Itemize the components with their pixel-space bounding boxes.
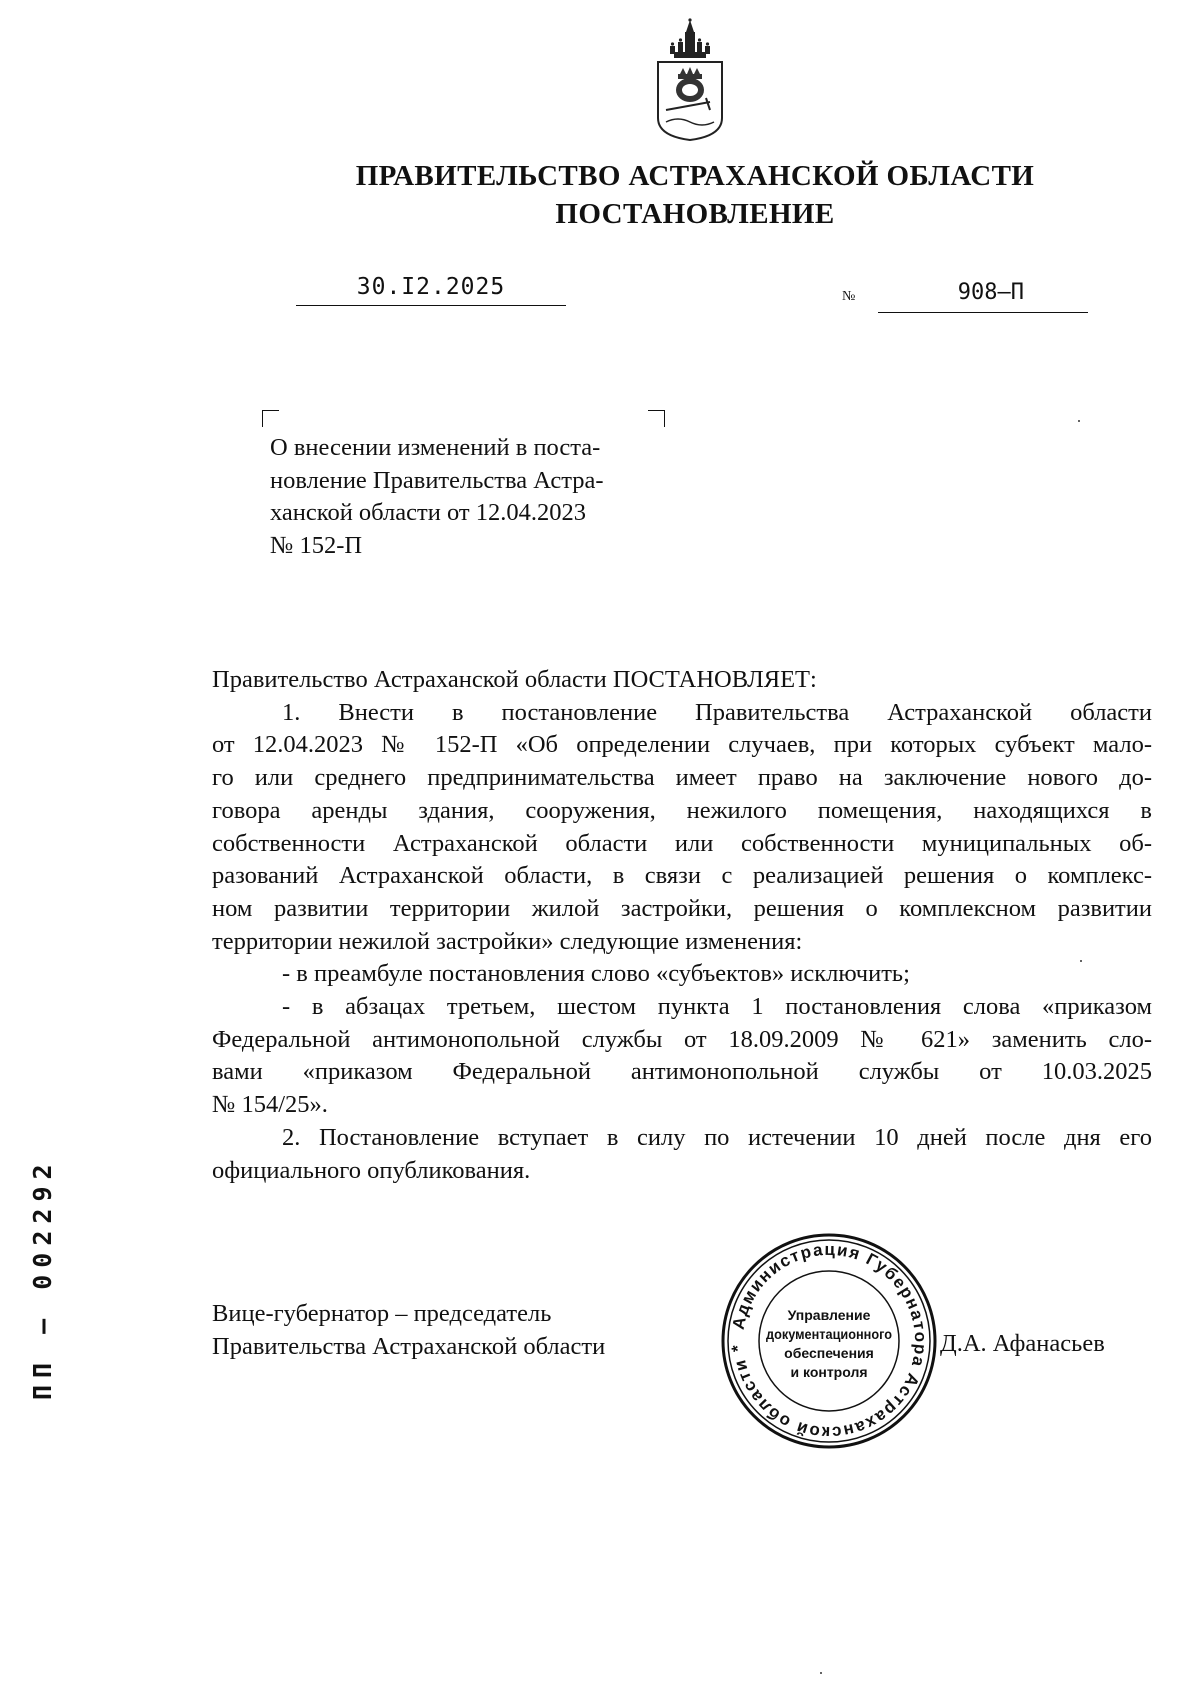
signatory-position-line2: Правительства Астраханской области: [212, 1333, 606, 1360]
stamp-center-line1: Управление: [787, 1307, 871, 1323]
body-line: от 12.04.2023 № 152-П «Об определении случаев, при которых субъект мало-: [212, 731, 1152, 759]
document-date: 30.I2.2025: [356, 274, 506, 300]
body-line: Федеральной антимонопольной службы от 18.09.2009 № 621» заменить сло-: [212, 1025, 1152, 1053]
stamp-center-line2: документационного: [766, 1326, 892, 1342]
body-line: го или среднего предпринимательства имеет право на заключение нового до-: [212, 764, 1152, 792]
signatory-position-line1: Вице-губернатор – председатель: [212, 1300, 552, 1327]
body-line: 1. Внести в постановление Правительства Астраханской области: [282, 698, 1152, 726]
signatory-name: Д.А. Афанасьев: [940, 1330, 1105, 1357]
body-preamble: Правительство Астраханской области ПОСТАНОВЛЯЕТ:: [212, 666, 817, 693]
subject-line: № 152-П: [270, 531, 363, 559]
document-header-line1: ПРАВИТЕЛЬСТВО АСТРАХАНСКОЙ ОБЛАСТИ: [355, 160, 1035, 192]
subject-line: О внесении изменений в поста-: [270, 434, 601, 461]
coat-of-arms-emblem: [640, 18, 740, 143]
document-header-line2: ПОСТАНОВЛЕНИЕ: [555, 198, 835, 230]
body-line: - в абзацах третьем, шестом пункта 1 постановления слова «приказом: [282, 993, 1152, 1021]
scan-speck: [1078, 420, 1080, 422]
subject-corner-left: [262, 410, 279, 427]
document-subject: [270, 432, 660, 562]
number-label: №: [842, 289, 856, 304]
body-line: территории нежилой застройки» следующие изменения:: [212, 927, 803, 955]
subject-corner-right: [648, 410, 665, 427]
body-line: собственности Астраханской области или собственности муниципальных об-: [212, 829, 1152, 857]
official-stamp: [718, 1230, 940, 1452]
subject-line: ханской области от 12.04.2023: [270, 499, 586, 526]
signatory-position: [212, 1297, 605, 1363]
form-serial-code: ПП – 002292: [28, 1157, 57, 1400]
stamp-ring-text: Администрация Губернатора Астраханской области *: [727, 1239, 931, 1443]
scan-speck: [820, 1672, 822, 1674]
body-line: - в преамбуле постановления слово «субъектов» исключить;: [282, 960, 910, 988]
subject-line: новление Правительства Астра-: [270, 466, 604, 494]
body-line: говора аренды здания, сооружения, нежилого помещения, находящихся в: [212, 796, 1152, 824]
body-line: вами «приказом Федеральной антимонопольной службы от 10.03.2025: [212, 1058, 1152, 1086]
body-line: 2. Постановление вступает в силу по истечении 10 дней после дня его: [282, 1123, 1152, 1151]
scan-speck: [1080, 960, 1082, 962]
body-line: официального опубликования.: [212, 1156, 531, 1184]
body-line: № 154/25».: [212, 1091, 328, 1119]
body-line: разований Астраханской области, в связи с реализацией решения о комплекс-: [212, 862, 1152, 890]
stamp-center-line3: обеспечения: [784, 1345, 874, 1361]
document-number: 908–П: [957, 280, 1024, 305]
stamp-center-line4: и контроля: [790, 1364, 868, 1380]
document-body: [212, 664, 1152, 1187]
body-line: ном развитии территории жилой застройки, решения о комплексном развитии: [212, 894, 1152, 922]
